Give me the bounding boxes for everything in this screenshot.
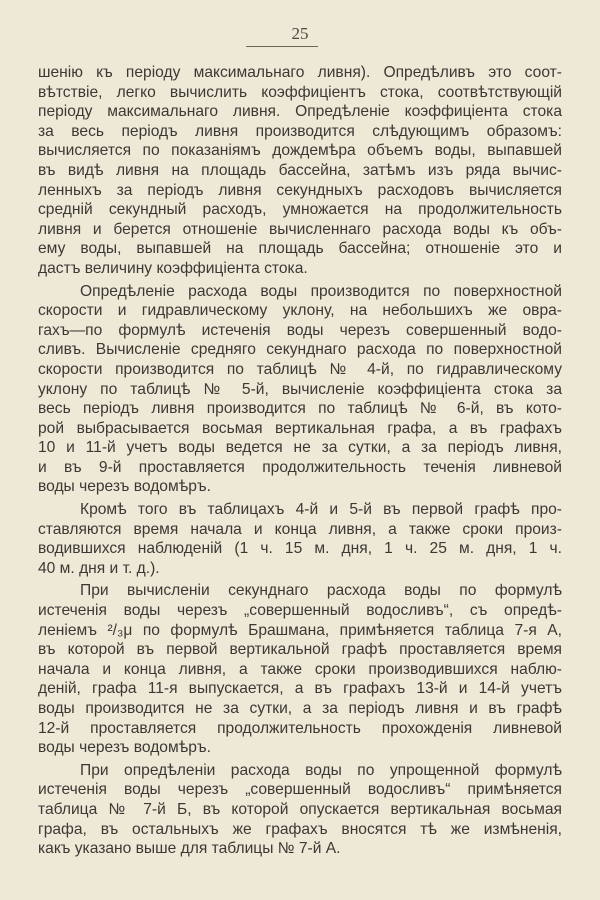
paragraph — [38, 761, 562, 859]
paragraph — [38, 63, 562, 279]
text-line: и въ 9-й проставляется продолжительность теченія ливневой — [38, 458, 562, 476]
text-line: воды черезъ водомѣръ. — [38, 739, 212, 757]
text-line: Опредѣленіе расхода воды производится по поверхностной — [80, 282, 562, 300]
text-line: графа, въ остальныхъ же графахъ вносятся тѣ же измѣненія, — [38, 820, 562, 838]
paragraph — [38, 282, 562, 498]
text-line: ставляются время начала и конца ливня, а также сроки произ- — [38, 520, 562, 538]
text-line: Кромѣ того въ таблицахъ 4-й и 5-й въ первой графѣ про- — [80, 501, 562, 519]
text-line: какъ указано выше для таблицы № 7-й А. — [38, 840, 341, 858]
text-line: уклону по таблицѣ № 5-й, вычисленіе коэффиціента стока за — [38, 380, 562, 398]
text-line: гахъ—по формулѣ истеченія воды черезъ совершенный водо- — [38, 321, 562, 339]
text-line: истеченія воды черезъ „совершенный водосливъ“, съ опредѣ- — [38, 602, 562, 620]
text-line: воды черезъ водомѣръ. — [38, 478, 212, 496]
text-line: средній секундный расходъ, умножается на продолжительность — [38, 201, 562, 219]
text-line: ленныхъ за періодъ ливня секундныхъ расходовъ вычисляется — [38, 181, 562, 199]
text-line: При вычисленіи секунднаго расхода воды по формулѣ — [80, 582, 562, 600]
text-line: періоду максимальнаго ливня. Опредѣленіе коэффиціента стока — [38, 103, 562, 121]
text-line: 12-й проставляется продолжительность прохожденія ливневой — [38, 719, 562, 737]
text-line: въ видѣ ливня на площадь бассейна, затѣмъ изъ ряда вычис- — [38, 161, 562, 179]
paragraph — [38, 500, 562, 578]
text-line: дастъ величину коэффиціента стока. — [38, 259, 308, 277]
text-line: 40 м. дня и т. д.). — [38, 559, 160, 577]
text-line: вычисляется по показаніямъ дождемѣра объемъ воды, выпавшей — [38, 142, 562, 160]
text-line: скорости и гидравлическому уклону, на небольшихъ же овра- — [38, 302, 562, 320]
paragraph — [38, 581, 562, 757]
document-body — [38, 63, 562, 862]
text-line: за весь періодъ ливня производится слѣдующимъ образомъ: — [38, 122, 562, 140]
text-line: ему воды, выпавшей на площадь бассейна; отношеніе это и — [38, 240, 562, 258]
text-line: При опредѣленіи расхода воды по упрощенной формулѣ — [80, 761, 562, 779]
text-line: рой выбрасывается восьмая вертикальная графа, а въ графахъ — [38, 419, 562, 437]
text-line: ливня и берется отношеніе вычисленнаго расхода воды къ объ- — [38, 220, 562, 238]
page-number: 25 — [291, 24, 309, 43]
text-line: въ которой въ первой вертикальной графѣ проставляется время — [38, 641, 562, 659]
text-line: скорости производится по таблицѣ № 4-й, по гидравлическому — [38, 360, 562, 378]
text-line: леніемъ ²/₃μ по формулѣ Брашмана, примѣняется таблица 7-я А, — [38, 621, 562, 639]
text-line: истеченія воды черезъ „совершенный водосливъ“ примѣняется — [38, 781, 562, 799]
text-line: вѣтствіе, легко вычислить коэффиціентъ стока, соотвѣтствующій — [38, 83, 562, 101]
text-line: начала и конца ливня, а также сроки производившихся наблю- — [38, 660, 562, 678]
text-line: весь періодъ ливня производится по таблицѣ № 6-й, въ кото- — [38, 400, 562, 418]
text-line: 10 и 11-й учетъ воды ведется не за сутки, а за періодъ ливня, — [38, 439, 562, 457]
text-line: сливъ. Вычисленіе средняго секунднаго расхода по поверхностной — [38, 341, 562, 359]
text-line: таблица № 7-й Б, въ которой опускается вертикальная восьмая — [38, 800, 562, 818]
text-line: воды производится не за сутки, а за періодъ ливня и въ графѣ — [38, 700, 562, 717]
text-line: водившихся наблюденій (1 ч. 15 м. дня, 1 ч. 25 м. дня, 1 ч. — [38, 540, 562, 558]
text-line: деній, графа 11-я выпускается, а въ графахъ 13-й и 14-й учетъ — [38, 680, 562, 698]
page-number-rule — [246, 46, 318, 47]
text-line: шенію къ періоду максимальнаго ливня). Опредѣливъ это соот- — [38, 64, 562, 81]
